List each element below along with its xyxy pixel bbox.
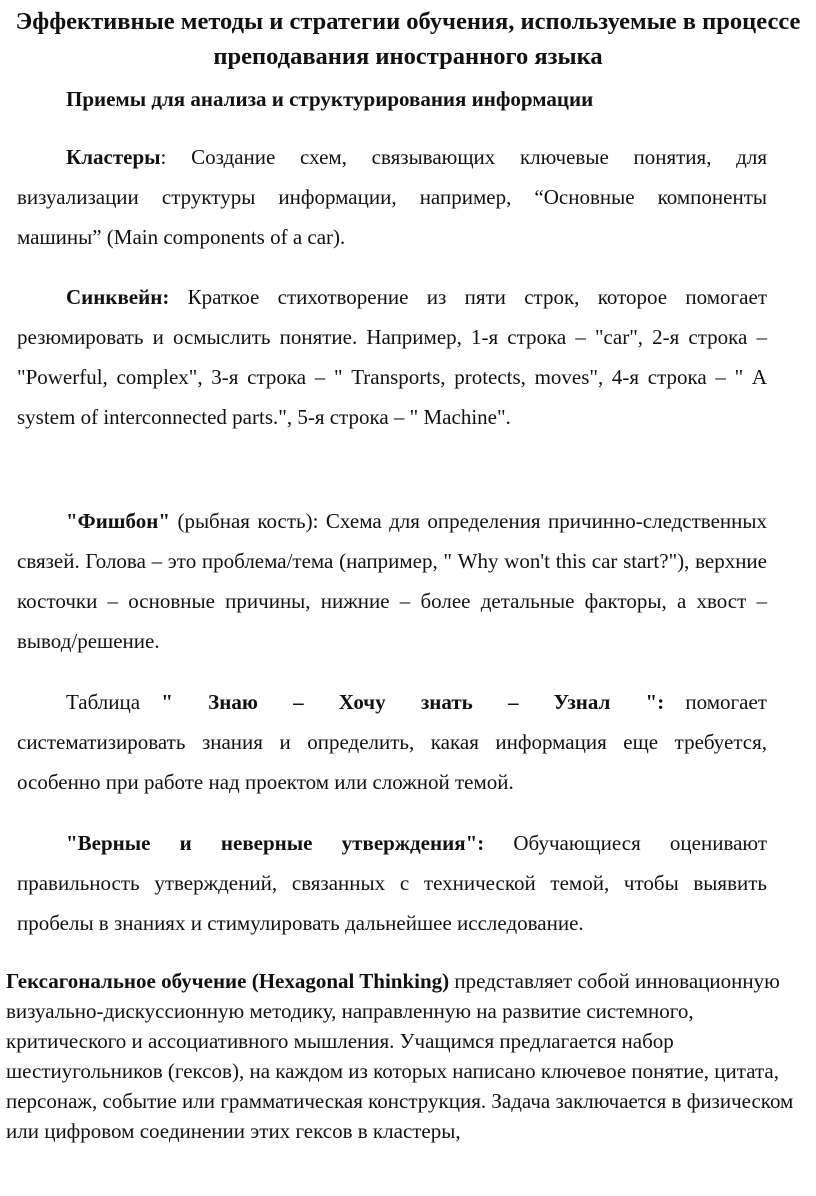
page-title: Эффективные методы и стратегии обучения, используемые в процессе преподавания иностранного языка	[15, 8, 801, 70]
term-know-table: " Знаю – Хочу знать – Узнал ":	[161, 690, 665, 714]
term-hexagonal: Гексагональное обучение (Hexagonal Thinking)	[6, 969, 450, 993]
paragraph-fishbone	[17, 501, 767, 661]
text-clusters: : Создание схем, связывающих ключевые понятия, для визуализации структуры информации, например, “Основные компоненты машины” (Main components of a car).	[17, 145, 767, 249]
paragraph-know-table	[17, 682, 767, 802]
term-true-false: "Верные и неверные утверждения":	[66, 831, 485, 855]
paragraph-clusters	[17, 137, 767, 257]
text-true-false: Обучающиеся оценивают правильность утверждений, связанных с технической темой, чтобы выявить пробелы в знаниях и стимулировать дальнейшее исследование.	[17, 831, 767, 935]
text-sinkwine: Краткое стихотворение из пяти строк, которое помогает резюмировать и осмыслить понятие. Например, 1-я строка – "car", 2-я строка – "Powerful, complex", 3-я строка – " Transports, protects, moves", 4-я строка – " A system of interconnected parts.", 5-я строка – " Machine".	[17, 285, 767, 429]
lead-know-table: Таблица	[66, 690, 162, 714]
text-hexagonal: представляет собой инновационную визуально-дискуссионную методику, направленную на развитие системного, критического и ассоциативного мышления. Учащимся предлагается набор шестиугольников (гексов), на каждом из которых написано ключевое понятие, цитата, персонаж, событие или грамматическая конструкция. Задача заключается в физическом или цифровом соединении этих гексов в кластеры,	[6, 969, 794, 1143]
term-sinkwine: Синквейн:	[66, 285, 170, 309]
paragraph-true-false	[17, 823, 767, 943]
text-know-table: помогает систематизировать знания и определить, какая информация еще требуется, особенно при работе над проектом или сложной темой.	[17, 690, 767, 794]
term-clusters: Кластеры	[66, 145, 161, 169]
term-fishbone: "Фишбон"	[66, 509, 171, 533]
text-fishbone: (рыбная кость): Схема для определения причинно-следственных связей. Голова – это проблема/тема (например, " Why won't this car start?"), верхние косточки – основные причины, нижние – более детальные факторы, а хвост – вывод/решение.	[17, 509, 767, 653]
paragraph-sinkwine	[17, 277, 767, 437]
paragraph-hexagonal	[6, 966, 810, 1146]
section-subheading: Приемы для анализа и структурирования информации	[66, 87, 594, 111]
